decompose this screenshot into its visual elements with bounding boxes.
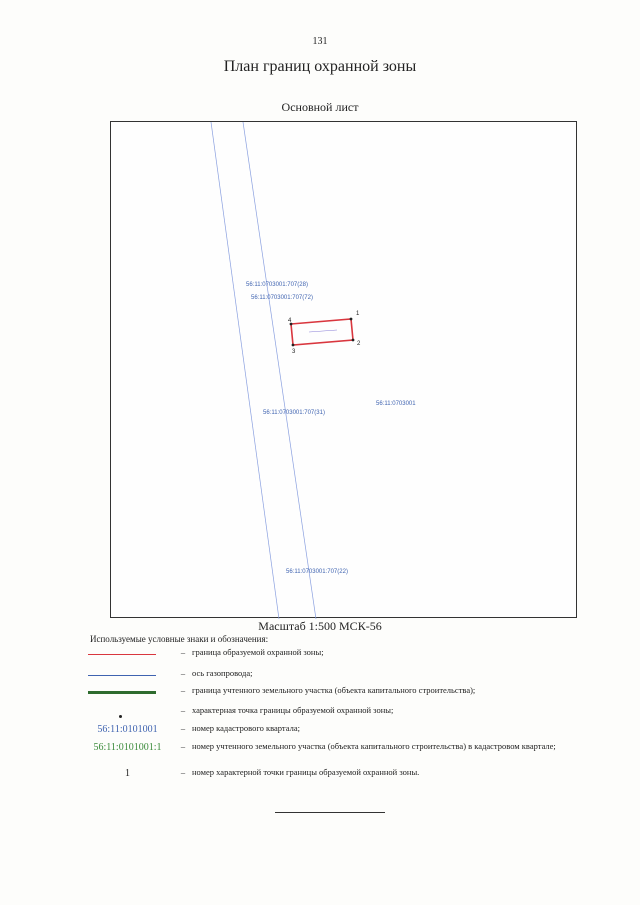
legend-row-gas-axis [80,668,600,682]
point-label-3: 3 [292,349,296,355]
legend-row-zone-boundary [80,647,600,661]
legend-row-boundary-point [80,705,600,719]
legend-dash: – [180,647,186,657]
legend-dash: – [180,741,186,751]
legend-text: характерная точка границы образуемой охранной зоны; [192,705,394,715]
parcel-label-31: 56:11:0703001:707(31) [263,410,325,416]
legend-dash: – [180,705,186,715]
parcel-label-22: 56:11:0703001:707(22) [286,569,348,575]
legend-symbol [80,668,175,682]
legend-symbol [80,705,175,719]
point-dot-icon [119,715,122,718]
protection-zone-boundary [291,319,353,345]
point-label-2: 2 [357,341,361,347]
legend-symbol: 1 [125,768,130,779]
boundary-point-3 [292,344,295,347]
cadastral-quarter-label: 56:11:0703001 [376,401,416,407]
map-frame [110,121,577,618]
legend-symbol: 56:11:0101001 [97,724,158,735]
legend-row-point-number [80,767,600,781]
legend-symbol [80,647,175,661]
legend-text: номер характерной точки границы образуемой охранной зоны. [192,767,420,777]
legend-dash: – [180,767,186,777]
parcel-boundary-line-left [211,122,279,619]
legend-dash: – [180,723,186,733]
legend-text: граница учтенного земельного участка (объекта капитального строительства); [192,685,476,695]
legend-text: номер учтенного земельного участка (объекта капитального строительства) в кадастровом квартале; [192,741,556,751]
legend-row-parcel-boundary [80,685,600,699]
legend-symbol [80,685,175,699]
document-title: План границ охранной зоны [223,58,417,75]
legend-text: граница образуемой охранной зоны; [192,647,324,657]
parcel-label-28: 56:11:0703001:707(28) [246,282,308,288]
boundary-point-1 [350,318,353,321]
legend-symbol: 56:11:0101001:1 [93,742,162,753]
scale-caption: Масштаб 1:500 МСК-56 [258,619,382,633]
point-label-4: 4 [288,318,292,324]
legend-heading: Используемые условные знаки и обозначения: [90,634,269,644]
point-label-1: 1 [356,311,360,317]
parcel-boundary-line-right [243,122,316,619]
legend-row-cadastral-quarter [80,723,600,737]
page-number: 131 [312,36,328,47]
sheet-title: Основной лист [281,100,359,114]
boundary-point-2 [352,339,355,342]
legend-text: номер кадастрового квартала; [192,723,300,733]
legend-dash: – [180,668,186,678]
parcel-label-72: 56:11:0703001:707(72) [251,295,313,301]
map-drawing [111,122,578,619]
gas-pipeline-axis [309,330,337,332]
legend-text: ось газопровода; [192,668,253,678]
footer-signature-line [275,812,385,813]
legend-dash: – [180,685,186,695]
legend-row-parcel-number [80,741,600,755]
